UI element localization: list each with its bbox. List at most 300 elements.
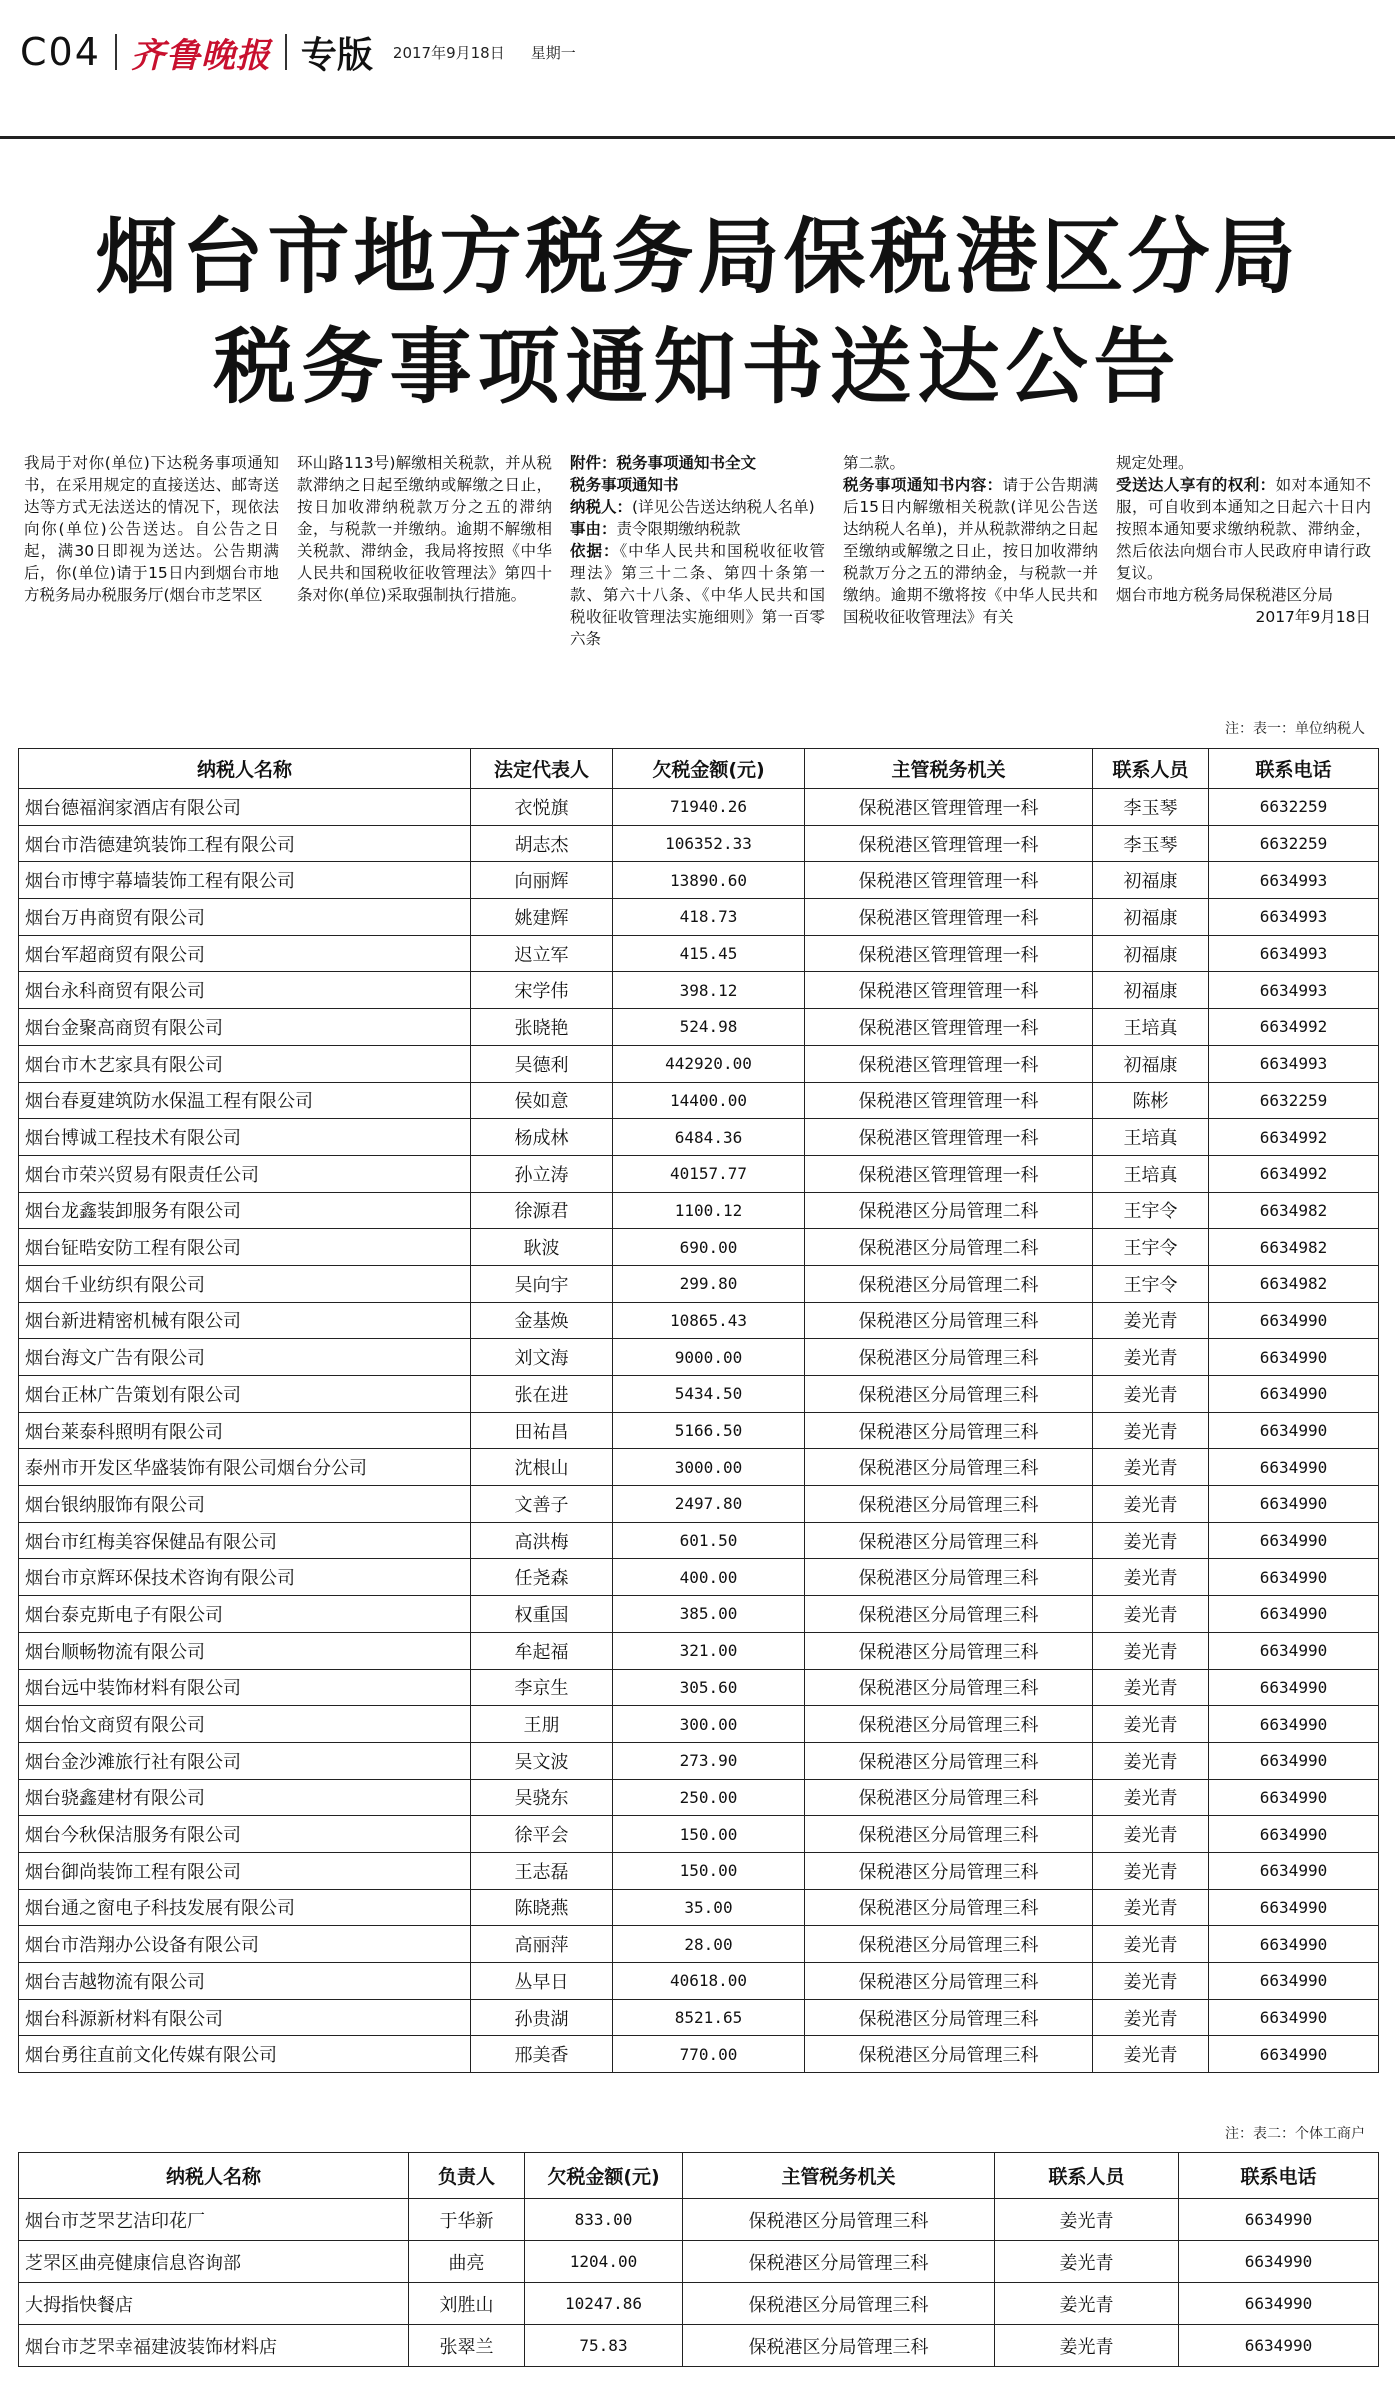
phone-cell: 6634990: [1209, 1706, 1379, 1743]
taxpayer-name-cell: 烟台海文广告有限公司: [19, 1339, 471, 1376]
contact-person-cell: 李玉琴: [1093, 825, 1209, 862]
taxpayer-name-cell: 烟台千业纺织有限公司: [19, 1265, 471, 1302]
amount-cell: 10247.86: [525, 2283, 683, 2325]
tax-office-cell: 保税港区分局管理三科: [805, 1669, 1093, 1706]
table-row: [19, 1045, 1379, 1082]
headline-line-1: 烟台市地方税务局保税港区分局: [95, 210, 1300, 305]
contact-person-cell: 姜光青: [1093, 1816, 1209, 1853]
amount-cell: 9000.00: [613, 1339, 805, 1376]
taxpayer-name-cell: 烟台市京辉环保技术咨询有限公司: [19, 1559, 471, 1596]
contact-person-cell: 姜光青: [995, 2199, 1179, 2241]
tax-office-cell: 保税港区分局管理三科: [805, 1816, 1093, 1853]
phone-cell: 6634982: [1209, 1265, 1379, 1302]
amount-cell: 2497.80: [613, 1486, 805, 1523]
tax-office-cell: 保税港区分局管理三科: [683, 2241, 995, 2283]
tax-office-cell: 保税港区分局管理三科: [805, 1742, 1093, 1779]
phone-cell: 6634993: [1209, 972, 1379, 1009]
tax-office-cell: 保税港区管理管理一科: [805, 1082, 1093, 1119]
phone-cell: 6634982: [1209, 1192, 1379, 1229]
basis-text: 《中华人民共和国税收征收管理法》第三十二条、第四十条第一款、第六十八条、《中华人民共和国税收征收管理法实施细则》第一百零六条: [570, 542, 825, 648]
sign-date: 2017年9月18日: [1255, 608, 1371, 626]
representative-cell: 邢美香: [471, 2036, 613, 2073]
table-row: [19, 2283, 1379, 2325]
contact-person-cell: 王宇令: [1093, 1192, 1209, 1229]
table2-note: 注：表二：个体工商户: [1225, 2126, 1365, 2142]
contact-person-cell: 姜光青: [1093, 1486, 1209, 1523]
amount-cell: 1100.12: [613, 1192, 805, 1229]
tax-office-cell: 保税港区分局管理三科: [805, 1412, 1093, 1449]
tax-office-cell: 保税港区分局管理三科: [805, 1376, 1093, 1413]
taxpayer-name-cell: 烟台万冉商贸有限公司: [19, 899, 471, 936]
taxpayer-name-cell: 烟台骁鑫建材有限公司: [19, 1779, 471, 1816]
tax-office-cell: 保税港区分局管理三科: [805, 1522, 1093, 1559]
amount-cell: 400.00: [613, 1559, 805, 1596]
representative-cell: 胡志杰: [471, 825, 613, 862]
contact-person-cell: 初福康: [1093, 1045, 1209, 1082]
basis-line: [570, 540, 825, 650]
taxpayer-name-cell: 烟台吉越物流有限公司: [19, 1963, 471, 2000]
table-row: [19, 2036, 1379, 2073]
amount-cell: 690.00: [613, 1229, 805, 1266]
tax-office-cell: 保税港区分局管理三科: [805, 1889, 1093, 1926]
representative-cell: 吴德利: [471, 1045, 613, 1082]
taxpayer-text: (详见公告送达纳税人名单): [632, 498, 815, 516]
representative-cell: 吴文波: [471, 1742, 613, 1779]
notice-column-4: [843, 452, 1098, 702]
amount-cell: 14400.00: [613, 1082, 805, 1119]
column-header: 欠税金额(元): [525, 2153, 683, 2199]
paper-logo: 齐鲁晚报: [130, 35, 271, 76]
contact-person-cell: 姜光青: [1093, 1669, 1209, 1706]
contact-person-cell: 王培真: [1093, 1009, 1209, 1046]
taxpayer-name-cell: 烟台钲晧安防工程有限公司: [19, 1229, 471, 1266]
amount-cell: 10865.43: [613, 1302, 805, 1339]
table-row: [19, 789, 1379, 826]
taxpayer-name-cell: 烟台泰克斯电子有限公司: [19, 1596, 471, 1633]
notice-column-2: [297, 452, 552, 702]
representative-cell: 孙立涛: [471, 1155, 613, 1192]
phone-cell: 6634990: [1179, 2199, 1379, 2241]
phone-cell: 6634990: [1209, 1376, 1379, 1413]
tax-office-cell: 保税港区管理管理一科: [805, 935, 1093, 972]
contact-person-cell: 姜光青: [1093, 1559, 1209, 1596]
tax-office-cell: 保税港区分局管理二科: [805, 1192, 1093, 1229]
basis-label: 依据：: [570, 542, 620, 560]
phone-cell: 6634990: [1209, 1559, 1379, 1596]
taxpayer-name-cell: 烟台市荣兴贸易有限责任公司: [19, 1155, 471, 1192]
contact-person-cell: 姜光青: [1093, 1412, 1209, 1449]
column-header: 欠税金额(元): [613, 749, 805, 789]
contact-person-cell: 姜光青: [1093, 1963, 1209, 2000]
table-row: [19, 1265, 1379, 1302]
contact-person-cell: 姜光青: [1093, 1376, 1209, 1413]
table-row: [19, 899, 1379, 936]
taxpayer-name-cell: 烟台博诚工程技术有限公司: [19, 1119, 471, 1156]
table-row: [19, 1559, 1379, 1596]
amount-cell: 6484.36: [613, 1119, 805, 1156]
representative-cell: 曲亮: [409, 2241, 525, 2283]
contact-person-cell: 姜光青: [1093, 1852, 1209, 1889]
tax-office-cell: 保税港区分局管理三科: [805, 1339, 1093, 1376]
divider: [285, 34, 287, 70]
table-row: [19, 1376, 1379, 1413]
table-row: [19, 1816, 1379, 1853]
table-row: [19, 935, 1379, 972]
contact-person-cell: 初福康: [1093, 862, 1209, 899]
taxpayer-name-cell: 烟台市芝罘幸福建波装饰材料店: [19, 2325, 409, 2367]
table-row: [19, 1999, 1379, 2036]
amount-cell: 35.00: [613, 1889, 805, 1926]
taxpayer-name-cell: 烟台银纳服饰有限公司: [19, 1486, 471, 1523]
representative-cell: 张在进: [471, 1376, 613, 1413]
contact-person-cell: 姜光青: [1093, 2036, 1209, 2073]
phone-cell: 6634990: [1209, 1632, 1379, 1669]
phone-cell: 6634990: [1209, 1302, 1379, 1339]
representative-cell: 迟立军: [471, 935, 613, 972]
column-header: 主管税务机关: [683, 2153, 995, 2199]
taxpayer-name-cell: 泰州市开发区华盛装饰有限公司烟台分公司: [19, 1449, 471, 1486]
table-row: [19, 1009, 1379, 1046]
notice-paragraph: 环山路113号)解缴相关税款，并从税款滞纳之日起至缴纳或解缴之日止，按日加收滞纳税款万分之五的滞纳金，与税款一并缴纳。逾期不解缴相关税款、滞纳金，我局将按照《中华人民共和国税收征收管理法》第四十条对你(单位)采取强制执行措施。: [297, 454, 552, 604]
column-header: 联系人员: [1093, 749, 1209, 789]
phone-cell: 6634992: [1209, 1009, 1379, 1046]
table-row: [19, 1412, 1379, 1449]
column-header: 联系电话: [1209, 749, 1379, 789]
taxpayer-name-cell: 烟台正林广告策划有限公司: [19, 1376, 471, 1413]
tax-office-cell: 保税港区分局管理三科: [805, 1926, 1093, 1963]
taxpayer-name-cell: 烟台金聚高商贸有限公司: [19, 1009, 471, 1046]
matter-label: 事由：: [570, 520, 617, 538]
phone-cell: 6634990: [1209, 1852, 1379, 1889]
contact-person-cell: 姜光青: [1093, 1706, 1209, 1743]
contact-person-cell: 王宇令: [1093, 1265, 1209, 1302]
phone-cell: 6634990: [1179, 2325, 1379, 2367]
representative-cell: 沈根山: [471, 1449, 613, 1486]
tax-office-cell: 保税港区分局管理三科: [805, 1596, 1093, 1633]
amount-cell: 150.00: [613, 1816, 805, 1853]
notice-paragraph: 我局于对你(单位)下达税务事项通知书，在采用规定的直接送达、邮寄送达等方式无法送达的情况下，现依法向你(单位)公告送达。自公告之日起，满30日即视为送达。公告期满后，你(单位)请于15日内到烟台市地方税务局办税服务厅(烟台市芝罘区: [24, 454, 279, 604]
column-header: 负责人: [409, 2153, 525, 2199]
tax-office-cell: 保税港区分局管理三科: [805, 1302, 1093, 1339]
rights-line: [1116, 474, 1371, 584]
representative-cell: 宋学伟: [471, 972, 613, 1009]
representative-cell: 徐平会: [471, 1816, 613, 1853]
amount-cell: 385.00: [613, 1596, 805, 1633]
representative-cell: 丛早日: [471, 1963, 613, 2000]
column-header: 纳税人名称: [19, 2153, 409, 2199]
phone-cell: 6634990: [1209, 1596, 1379, 1633]
taxpayer-name-cell: 烟台科源新材料有限公司: [19, 1999, 471, 2036]
phone-cell: 6634990: [1209, 1779, 1379, 1816]
taxpayer-name-cell: 烟台今秋保洁服务有限公司: [19, 1816, 471, 1853]
phone-cell: 6634990: [1209, 1669, 1379, 1706]
table-row: [19, 1632, 1379, 1669]
taxpayer-name-cell: 烟台怡文商贸有限公司: [19, 1706, 471, 1743]
column-header: 法定代表人: [471, 749, 613, 789]
content-line: [843, 474, 1098, 628]
taxpayer-name-cell: 烟台勇往直前文化传媒有限公司: [19, 2036, 471, 2073]
representative-cell: 耿波: [471, 1229, 613, 1266]
phone-cell: 6634990: [1209, 1889, 1379, 1926]
tax-office-cell: 保税港区管理管理一科: [805, 825, 1093, 862]
notice-column-3: [570, 452, 825, 702]
column-header: 联系电话: [1179, 2153, 1379, 2199]
table-row: [19, 1082, 1379, 1119]
representative-cell: 吴骁东: [471, 1779, 613, 1816]
amount-cell: 299.80: [613, 1265, 805, 1302]
table-row: [19, 825, 1379, 862]
amount-cell: 3000.00: [613, 1449, 805, 1486]
representative-cell: 张晓艳: [471, 1009, 613, 1046]
issue-weekday: 星期一: [530, 43, 576, 62]
representative-cell: 徐源君: [471, 1192, 613, 1229]
contact-person-cell: 姜光青: [995, 2283, 1179, 2325]
representative-cell: 文善子: [471, 1486, 613, 1523]
representative-cell: 王朋: [471, 1706, 613, 1743]
tax-office-cell: 保税港区分局管理三科: [805, 1779, 1093, 1816]
tax-office-cell: 保税港区管理管理一科: [805, 1155, 1093, 1192]
taxpayer-name-cell: 烟台市浩翔办公设备有限公司: [19, 1926, 471, 1963]
taxpayer-name-cell: 烟台莱泰科照明有限公司: [19, 1412, 471, 1449]
notice-paragraph: 第二款。: [843, 454, 906, 472]
notice-paragraph: 规定处理。: [1116, 454, 1194, 472]
taxpayer-name-cell: 芝罘区曲亮健康信息咨询部: [19, 2241, 409, 2283]
phone-cell: 6634990: [1209, 1522, 1379, 1559]
amount-cell: 273.90: [613, 1742, 805, 1779]
tax-office-cell: 保税港区分局管理三科: [683, 2283, 995, 2325]
representative-cell: 任尧森: [471, 1559, 613, 1596]
table-row: [19, 1852, 1379, 1889]
notice-column-5: [1116, 452, 1371, 702]
amount-cell: 1204.00: [525, 2241, 683, 2283]
table-row: [19, 1339, 1379, 1376]
contact-person-cell: 姜光青: [1093, 1339, 1209, 1376]
representative-cell: 牟起福: [471, 1632, 613, 1669]
phone-cell: 6634993: [1209, 1045, 1379, 1082]
table-row: [19, 862, 1379, 899]
signature: 烟台市地方税务局保税港区分局: [1116, 586, 1334, 604]
content-label: 税务事项通知书内容：: [843, 476, 1003, 494]
amount-cell: 150.00: [613, 1852, 805, 1889]
table-row: [19, 1596, 1379, 1633]
tax-office-cell: 保税港区分局管理三科: [805, 1852, 1093, 1889]
taxpayer-name-cell: 烟台金沙滩旅行社有限公司: [19, 1742, 471, 1779]
contact-person-cell: 初福康: [1093, 972, 1209, 1009]
amount-cell: 321.00: [613, 1632, 805, 1669]
amount-cell: 40157.77: [613, 1155, 805, 1192]
rights-label: 受送达人享有的权利：: [1116, 476, 1276, 494]
amount-cell: 398.12: [613, 972, 805, 1009]
taxpayer-table-individuals: [18, 2152, 1379, 2367]
tax-office-cell: 保税港区分局管理三科: [805, 2036, 1093, 2073]
masthead: [20, 22, 1375, 82]
column-header: 纳税人名称: [19, 749, 471, 789]
table-row: [19, 1779, 1379, 1816]
phone-cell: 6634990: [1209, 1926, 1379, 1963]
contact-person-cell: 初福康: [1093, 899, 1209, 936]
taxpayer-name-cell: 烟台远中装饰材料有限公司: [19, 1669, 471, 1706]
amount-cell: 8521.65: [613, 1999, 805, 2036]
table-row: [19, 1522, 1379, 1559]
taxpayer-name-cell: 烟台春夏建筑防水保温工程有限公司: [19, 1082, 471, 1119]
amount-cell: 250.00: [613, 1779, 805, 1816]
tax-office-cell: 保税港区分局管理三科: [805, 1999, 1093, 2036]
taxpayer-name-cell: 烟台顺畅物流有限公司: [19, 1632, 471, 1669]
content-text: 请于公告期满后15日内解缴相关税款(详见公告送达纳税人名单)，并从税款滞纳之日起至缴纳或解缴之日止，按日加收滞纳税款万分之五的滞纳金，与税款一并缴纳。逾期不缴将按《中华人民共和国税收征收管理法》有关: [843, 476, 1098, 626]
phone-cell: 6634990: [1209, 1999, 1379, 2036]
representative-cell: 金基焕: [471, 1302, 613, 1339]
table-header-row: [19, 2153, 1379, 2199]
amount-cell: 415.45: [613, 935, 805, 972]
tax-office-cell: 保税港区管理管理一科: [805, 1045, 1093, 1082]
representative-cell: 李京生: [471, 1669, 613, 1706]
contact-person-cell: 姜光青: [995, 2241, 1179, 2283]
phone-cell: 6634990: [1209, 1486, 1379, 1523]
tax-office-cell: 保税港区管理管理一科: [805, 862, 1093, 899]
matter-text: 责令限期缴纳税款: [616, 520, 741, 538]
representative-cell: 衣悦旗: [471, 789, 613, 826]
tax-office-cell: 保税港区分局管理三科: [805, 1706, 1093, 1743]
table-row: [19, 1155, 1379, 1192]
contact-person-cell: 姜光青: [995, 2325, 1179, 2367]
tax-office-cell: 保税港区分局管理二科: [805, 1229, 1093, 1266]
phone-cell: 6634990: [1209, 2036, 1379, 2073]
table-row: [19, 1926, 1379, 1963]
table-row: [19, 1669, 1379, 1706]
table-row: [19, 1486, 1379, 1523]
taxpayer-name-cell: 烟台御尚装饰工程有限公司: [19, 1852, 471, 1889]
amount-cell: 524.98: [613, 1009, 805, 1046]
contact-person-cell: 姜光青: [1093, 1889, 1209, 1926]
contact-person-cell: 姜光青: [1093, 1302, 1209, 1339]
amount-cell: 601.50: [613, 1522, 805, 1559]
amount-cell: 305.60: [613, 1669, 805, 1706]
representative-cell: 陈晓燕: [471, 1889, 613, 1926]
tax-office-cell: 保税港区管理管理一科: [805, 1009, 1093, 1046]
phone-cell: 6634982: [1209, 1229, 1379, 1266]
amount-cell: 28.00: [613, 1926, 805, 1963]
taxpayer-name-cell: 烟台军超商贸有限公司: [19, 935, 471, 972]
phone-cell: 6634992: [1209, 1155, 1379, 1192]
tax-office-cell: 保税港区分局管理三科: [805, 1449, 1093, 1486]
notice-body: [24, 452, 1371, 702]
table-row: [19, 2199, 1379, 2241]
amount-cell: 71940.26: [613, 789, 805, 826]
taxpayer-name-cell: 烟台市红梅美容保健品有限公司: [19, 1522, 471, 1559]
tax-office-cell: 保税港区分局管理三科: [805, 1486, 1093, 1523]
representative-cell: 向丽辉: [471, 862, 613, 899]
issue-date: 2017年9月18日: [392, 43, 505, 62]
table-row: [19, 1229, 1379, 1266]
taxpayer-name-cell: 烟台市木艺家具有限公司: [19, 1045, 471, 1082]
headline-line-2: 税务事项通知书送达公告: [213, 320, 1182, 415]
taxpayer-name-cell: 烟台市浩德建筑装饰工程有限公司: [19, 825, 471, 862]
representative-cell: 高洪梅: [471, 1522, 613, 1559]
table-row: [19, 2325, 1379, 2367]
divider: [115, 34, 117, 70]
contact-person-cell: 陈彬: [1093, 1082, 1209, 1119]
amount-cell: 40618.00: [613, 1963, 805, 2000]
table-row: [19, 1742, 1379, 1779]
tax-office-cell: 保税港区分局管理三科: [805, 1963, 1093, 2000]
amount-cell: 75.83: [525, 2325, 683, 2367]
table-row: [19, 1192, 1379, 1229]
representative-cell: 田祐昌: [471, 1412, 613, 1449]
contact-person-cell: 姜光青: [1093, 1779, 1209, 1816]
phone-cell: 6634990: [1209, 1963, 1379, 2000]
amount-cell: 418.73: [613, 899, 805, 936]
contact-person-cell: 姜光青: [1093, 1742, 1209, 1779]
tax-office-cell: 保税港区管理管理一科: [805, 899, 1093, 936]
attachment-subheading: 税务事项通知书: [570, 476, 679, 494]
amount-cell: 770.00: [613, 2036, 805, 2073]
phone-cell: 6634993: [1209, 935, 1379, 972]
contact-person-cell: 姜光青: [1093, 1926, 1209, 1963]
amount-cell: 5166.50: [613, 1412, 805, 1449]
contact-person-cell: 李玉琴: [1093, 789, 1209, 826]
tax-office-cell: 保税港区分局管理三科: [805, 1559, 1093, 1596]
taxpayer-table-units: [18, 748, 1379, 2073]
representative-cell: 权重国: [471, 1596, 613, 1633]
amount-cell: 106352.33: [613, 825, 805, 862]
phone-cell: 6634990: [1179, 2283, 1379, 2325]
taxpayer-name-cell: 烟台龙鑫装卸服务有限公司: [19, 1192, 471, 1229]
section-name: 专版: [300, 34, 373, 76]
tax-office-cell: 保税港区分局管理三科: [683, 2325, 995, 2367]
representative-cell: 孙贵湖: [471, 1999, 613, 2036]
phone-cell: 6632259: [1209, 789, 1379, 826]
tax-office-cell: 保税港区管理管理一科: [805, 1119, 1093, 1156]
contact-person-cell: 姜光青: [1093, 1999, 1209, 2036]
representative-cell: 王志磊: [471, 1852, 613, 1889]
representative-cell: 杨成林: [471, 1119, 613, 1156]
table-row: [19, 1963, 1379, 2000]
representative-cell: 刘文海: [471, 1339, 613, 1376]
column-header: 主管税务机关: [805, 749, 1093, 789]
representative-cell: 张翠兰: [409, 2325, 525, 2367]
contact-person-cell: 初福康: [1093, 935, 1209, 972]
contact-person-cell: 姜光青: [1093, 1522, 1209, 1559]
taxpayer-name-cell: 烟台永科商贸有限公司: [19, 972, 471, 1009]
taxpayer-name-cell: 烟台市芝罘艺洁印花厂: [19, 2199, 409, 2241]
table-row: [19, 972, 1379, 1009]
taxpayer-name-cell: 烟台新进精密机械有限公司: [19, 1302, 471, 1339]
amount-cell: 833.00: [525, 2199, 683, 2241]
taxpayer-name-cell: 烟台市博宇幕墙装饰工程有限公司: [19, 862, 471, 899]
rights-text: 如对本通知不服，可自收到本通知之日起六十日内按照本通知要求缴纳税款、滞纳金，然后依法向烟台市人民政府申请行政复议。: [1116, 476, 1371, 582]
taxpayer-label: 纳税人：: [570, 498, 633, 516]
table1-note: 注：表一：单位纳税人: [1225, 721, 1365, 737]
tax-office-cell: 保税港区分局管理三科: [805, 1632, 1093, 1669]
representative-cell: 于华新: [409, 2199, 525, 2241]
phone-cell: 6634990: [1209, 1816, 1379, 1853]
attachment-heading: 附件：税务事项通知书全文: [570, 454, 757, 472]
phone-cell: 6634990: [1209, 1449, 1379, 1486]
contact-person-cell: 王宇令: [1093, 1229, 1209, 1266]
phone-cell: 6634990: [1209, 1412, 1379, 1449]
masthead-rule: [0, 136, 1395, 139]
phone-cell: 6634990: [1179, 2241, 1379, 2283]
phone-cell: 6634993: [1209, 862, 1379, 899]
phone-cell: 6632259: [1209, 825, 1379, 862]
amount-cell: 442920.00: [613, 1045, 805, 1082]
representative-cell: 刘胜山: [409, 2283, 525, 2325]
table-row: [19, 2241, 1379, 2283]
table-row: [19, 1449, 1379, 1486]
phone-cell: 6634990: [1209, 1339, 1379, 1376]
amount-cell: 300.00: [613, 1706, 805, 1743]
contact-person-cell: 姜光青: [1093, 1632, 1209, 1669]
